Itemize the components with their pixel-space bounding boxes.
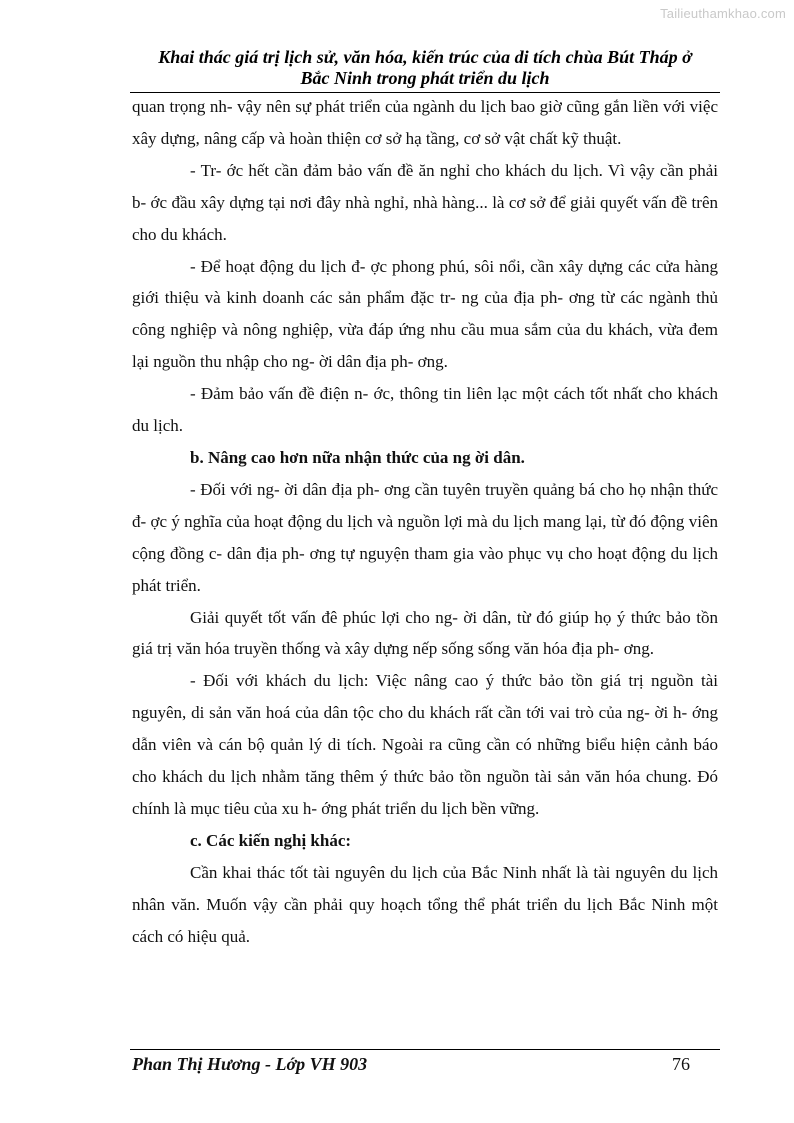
header-title-line-2: Bắc Ninh trong phát triển du lịch xyxy=(300,68,550,88)
running-header xyxy=(130,47,720,89)
paragraph-local-residents: - Đối với ng- ời dân địa ph- ơng cần tuyên truyền quảng bá cho họ nhận thức đ- ợc ý nghĩa của hoạt động du lịch và nguồn lợi mà du lịch mang lại, từ đó động viên cộng đồng c- dân địa ph- ơng tự nguyện tham gia vào phục vụ cho hoạt động du lịch phát triển. xyxy=(132,479,718,595)
paragraph-accommodation: - Tr- ớc hết cần đảm bảo vấn đề ăn nghỉ cho khách du lịch. Vì vậy cần phải b- ớc đầu xây dựng tại nơi đây nhà nghỉ, nhà hàng... là cơ sở để giải quyết vấn đề trên cho du khách. xyxy=(132,160,718,244)
page-number: 76 xyxy=(672,1054,690,1074)
paragraph-shops: - Để hoạt động du lịch đ- ợc phong phú, sôi nổi, cần xây dựng các cửa hàng giới thiệu và kinh doanh các sản phẩm đặc tr- ng của địa ph- ơng từ các ngành thủ công nghiệp và nông nghiệp, vừa đáp ứng nhu cầu mua sắm của du khách, vừa đem lại nguồn thu nhập cho ng- ời dân địa ph- ơng. xyxy=(132,256,718,372)
paragraph-utilities: - Đảm bảo vấn đề điện n- ớc, thông tin liên lạc một cách tốt nhất cho khách du lịch. xyxy=(132,384,718,436)
footer-divider xyxy=(130,1049,720,1050)
header-title-line-1: Khai thác giá trị lịch sử, văn hóa, kiến trúc của di tích chùa Bút Tháp ở xyxy=(158,47,692,67)
watermark: Tailieuthamkhao.com xyxy=(660,6,786,21)
paragraph-welfare: Giải quyết tốt vấn đê phúc lợi cho ng- ời dân, từ đó giúp họ ý thức bảo tồn giá trị văn hóa truyền thống và xây dựng nếp sống sống văn hóa địa ph- ơng. xyxy=(132,607,718,659)
page-body xyxy=(132,91,718,952)
section-heading-b: b. Nâng cao hơn nữa nhận thức của ng ời dân. xyxy=(190,447,525,467)
paragraph-infrastructure: quan trọng nh- vậy nên sự phát triển của ngành du lịch bao giờ cũng gắn liền với việc xây dựng, nâng cấp và hoàn thiện cơ sở hạ tầng, cơ sở vật chất kỹ thuật. xyxy=(132,97,718,148)
footer-author: Phan Thị Hương - Lớp VH 903 xyxy=(132,1054,368,1074)
paragraph-recommendations: Cần khai thác tốt tài nguyên du lịch của Bắc Ninh nhất là tài nguyên du lịch nhân văn. Muốn vậy cần phải quy hoạch tổng thể phát triển du lịch Bắc Ninh một cách có hiệu quả. xyxy=(132,862,718,946)
section-heading-c: c. Các kiến nghị khác: xyxy=(190,830,352,850)
paragraph-tourists: - Đối với khách du lịch: Việc nâng cao ý thức bảo tồn giá trị nguồn tài nguyên, di sản văn hoá của dân tộc cho du khách rất cần tới vai trò của ng- ời h- ớng dẫn viên và cán bộ quản lý di tích. Ngoài ra cũng cần có những biểu hiện cảnh báo cho khách du lịch nhằm tăng thêm ý thức bảo tồn nguồn tài sản văn hóa chung. Đó chính là mục tiêu của xu h- ớng phát triển du lịch bền vững. xyxy=(132,671,718,818)
